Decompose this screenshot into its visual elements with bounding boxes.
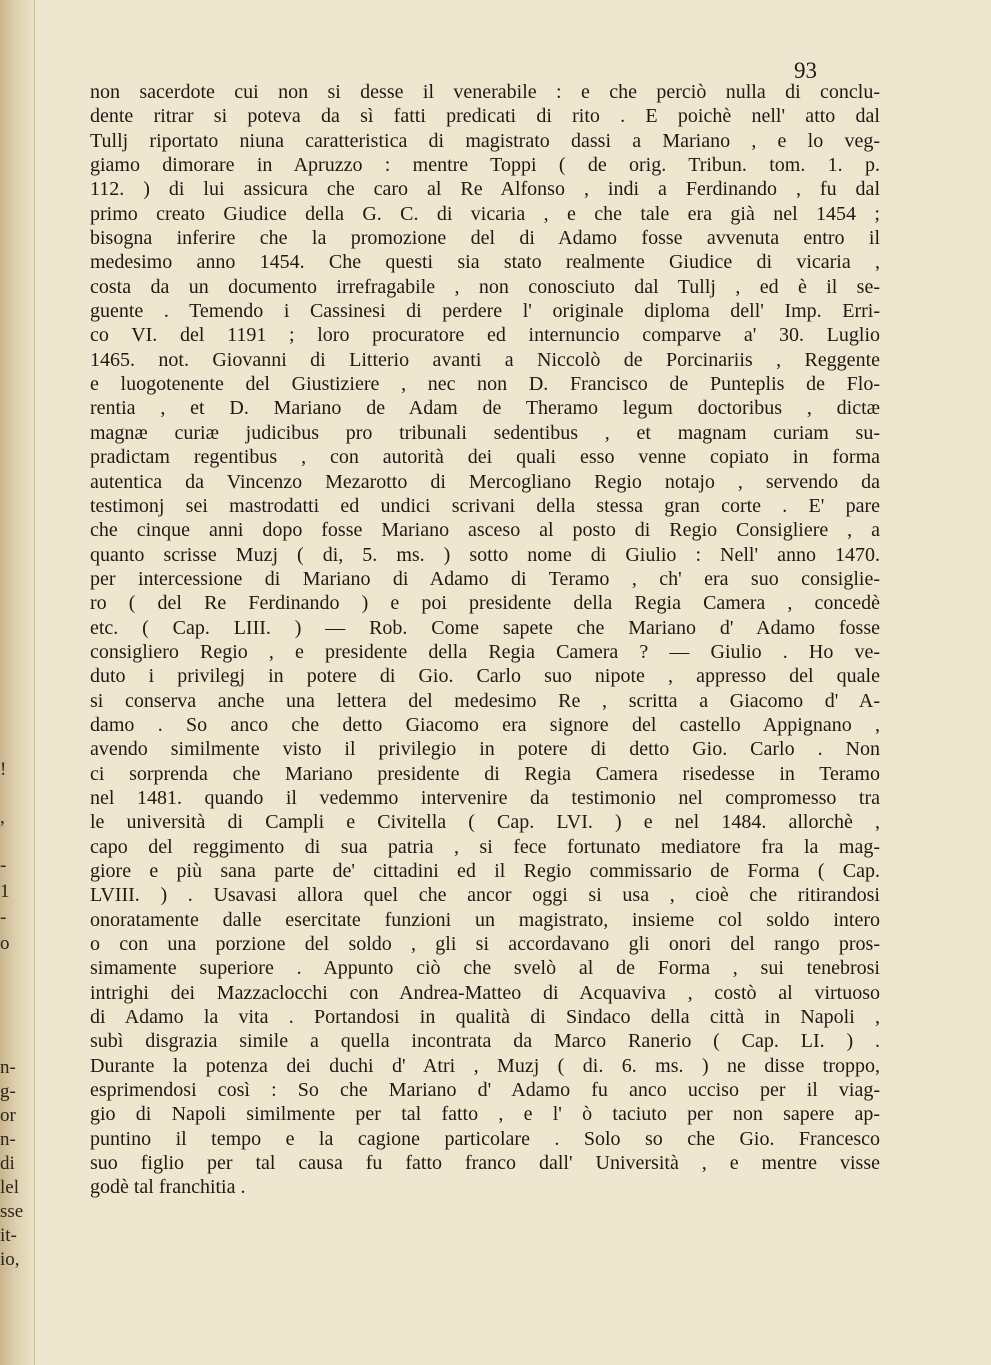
text-line: che cinque anni dopo fosse Mariano asceso al posto di Regio Consigliere , a	[90, 519, 880, 542]
text-line: medesimo anno 1454. Che questi sia stato realmente Giudice di vicaria ,	[90, 251, 880, 274]
text-line: quanto scrisse Muzj ( di, 5. ms. ) sotto nome di Giulio : Nell' anno 1470.	[90, 543, 880, 566]
text-line: godè tal franchitia .	[90, 1176, 246, 1199]
text-line: consigliero Regio , e presidente della Regia Camera ? — Giulio . Ho ve-	[90, 640, 880, 663]
facing-page-fragment: di	[0, 1154, 15, 1173]
text-line: e luogotenente del Giustiziere , nec non D. Francisco de Punteplis de Flo-	[90, 373, 880, 396]
text-line: Tullj riportato niuna caratteristica di magistrato dassi a Mariano , e lo veg-	[90, 129, 880, 152]
text-line: dente ritrar si poteva da sì fatti predicati di rito . E poichè nell' atto dal	[90, 105, 880, 128]
facing-page-fragment: !	[0, 760, 7, 779]
text-line: onoratamente dalle esercitate funzioni un magistrato, insieme col soldo intero	[90, 908, 880, 931]
facing-page-fragment: lel	[0, 1178, 19, 1197]
text-line: esprimendosi così : So che Mariano d' Adamo fu anco ucciso per il viag-	[90, 1079, 880, 1102]
text-line: duto i privilegj in potere di Gio. Carlo suo nipote , appresso del quale	[90, 665, 880, 688]
facing-page-fragment: sse	[0, 1202, 24, 1221]
text-line: subì disgrazia simile a quella incontrata da Marco Ranerio ( Cap. LI. ) .	[90, 1030, 880, 1053]
text-line: etc. ( Cap. LIII. ) — Rob. Come sapete che Mariano d' Adamo fosse	[90, 616, 880, 639]
facing-page-fragment: 1	[0, 882, 10, 901]
text-line: suo figlio per tal causa fu fatto franco dall' Università , e mentre visse	[90, 1152, 880, 1175]
text-line: di Adamo la vita . Portandosi in qualità di Sindaco della città in Napoli ,	[90, 1006, 880, 1029]
facing-page-fragment: o	[0, 934, 10, 953]
text-line: 112. ) di lui assicura che caro al Re Alfonso , indi a Ferdinando , fu dal	[90, 178, 880, 201]
facing-page-fragment: or	[0, 1106, 16, 1125]
facing-page-fragment: -	[0, 908, 7, 927]
text-line: capo del reggimento di sua patria , si fece fortunato mediatore fra la mag-	[90, 835, 880, 858]
page-body-text	[90, 80, 880, 1200]
facing-page-fragment: io,	[0, 1250, 20, 1269]
page-number: 93	[794, 58, 817, 83]
text-line: non sacerdote cui non si desse il venerabile : e che perciò nulla di conclu-	[90, 81, 880, 103]
text-line: intrighi dei Mazzaclocchi con Andrea-Matteo di Acquaviva , costò al virtuoso	[90, 981, 880, 1004]
text-line: giamo dimorare in Apruzzo : mentre Toppi ( de orig. Tribun. tom. 1. p.	[90, 154, 880, 177]
text-line: Durante la potenza dei duchi d' Atri , Muzj ( di. 6. ms. ) ne disse troppo,	[90, 1054, 880, 1077]
text-line: o con una porzione del soldo , gli si accordavano gli onori del rango pros-	[90, 933, 880, 956]
text-line: per intercessione di Mariano di Adamo di Teramo , ch' era suo consiglie-	[90, 567, 880, 590]
facing-page-fragment: g-	[0, 1082, 16, 1101]
text-line: rentia , et D. Mariano de Adam de Theramo legum doctoribus , dictæ	[90, 397, 880, 420]
facing-page-fragment: ,	[0, 808, 5, 827]
facing-page-fragment: n-	[0, 1058, 16, 1077]
facing-page-fragment: -	[0, 856, 7, 875]
facing-page-fragment: n-	[0, 1130, 16, 1149]
text-line: damo . So anco che detto Giacomo era signore del castello Appignano ,	[90, 713, 880, 736]
text-line: gio di Napoli similmente per tal fatto , e l' ò taciuto per non sapere ap-	[90, 1103, 880, 1126]
text-line: nel 1481. quando il vedemmo intervenire da testimonio nel compromesso tra	[90, 786, 880, 809]
text-line: 1465. not. Giovanni di Litterio avanti a Niccolò de Porcinariis , Reggente	[90, 348, 880, 371]
text-line: bisogna inferire che la promozione del di Adamo fosse avvenuta entro il	[90, 227, 880, 250]
text-line: magnæ curiæ judicibus pro tribunali sedentibus , et magnam curiam su-	[90, 421, 880, 444]
text-line: costa da un documento irrefragabile , non conosciuto dal Tullj , ed è il se-	[90, 275, 880, 298]
text-line: testimonj sei mastrodatti ed undici scrivani della stessa gran corte . E' pare	[90, 494, 880, 517]
text-line: LVIII. ) . Usavasi allora quel che ancor oggi si usa , cioè che ritirandosi	[90, 884, 880, 907]
facing-page-fragments	[0, 760, 30, 1280]
facing-page-fragment: it-	[0, 1226, 17, 1245]
text-line: co VI. del 1191 ; loro procuratore ed internuncio comparve a' 30. Luglio	[90, 324, 880, 347]
text-line: pradictam regentibus , con autorità dei quali esso venne copiato in forma	[90, 446, 880, 469]
text-line: autentica da Vincenzo Mezarotto di Mercogliano Regio notajo , servendo da	[90, 470, 880, 493]
text-line: puntino il tempo e la cagione particolare . Solo so che Gio. Francesco	[90, 1127, 880, 1150]
text-line: ci sorprenda che Mariano presidente di Regia Camera risedesse in Teramo	[90, 762, 880, 785]
text-line: simamente superiore . Appunto ciò che svelò al de Forma , sui tenebrosi	[90, 957, 880, 980]
text-line: primo creato Giudice della G. C. di vicaria , e che tale era già nel 1454 ;	[90, 202, 880, 225]
text-line: si conserva anche una lettera del medesimo Re , scritta a Giacomo d' A-	[90, 689, 880, 712]
text-line: avendo similmente visto il privilegio in potere di detto Gio. Carlo . Non	[90, 738, 880, 761]
text-line: giore e più sana parte de' cittadini ed il Regio commissario de Forma ( Cap.	[90, 860, 880, 882]
text-line: ro ( del Re Ferdinando ) e poi presidente della Regia Camera , concedè	[90, 592, 880, 615]
text-line: le università di Campli e Civitella ( Cap. LVI. ) e nel 1484. allorchè ,	[90, 811, 880, 834]
text-line: guente . Temendo i Cassinesi di perdere l' originale diploma dell' Imp. Erri-	[90, 300, 880, 323]
